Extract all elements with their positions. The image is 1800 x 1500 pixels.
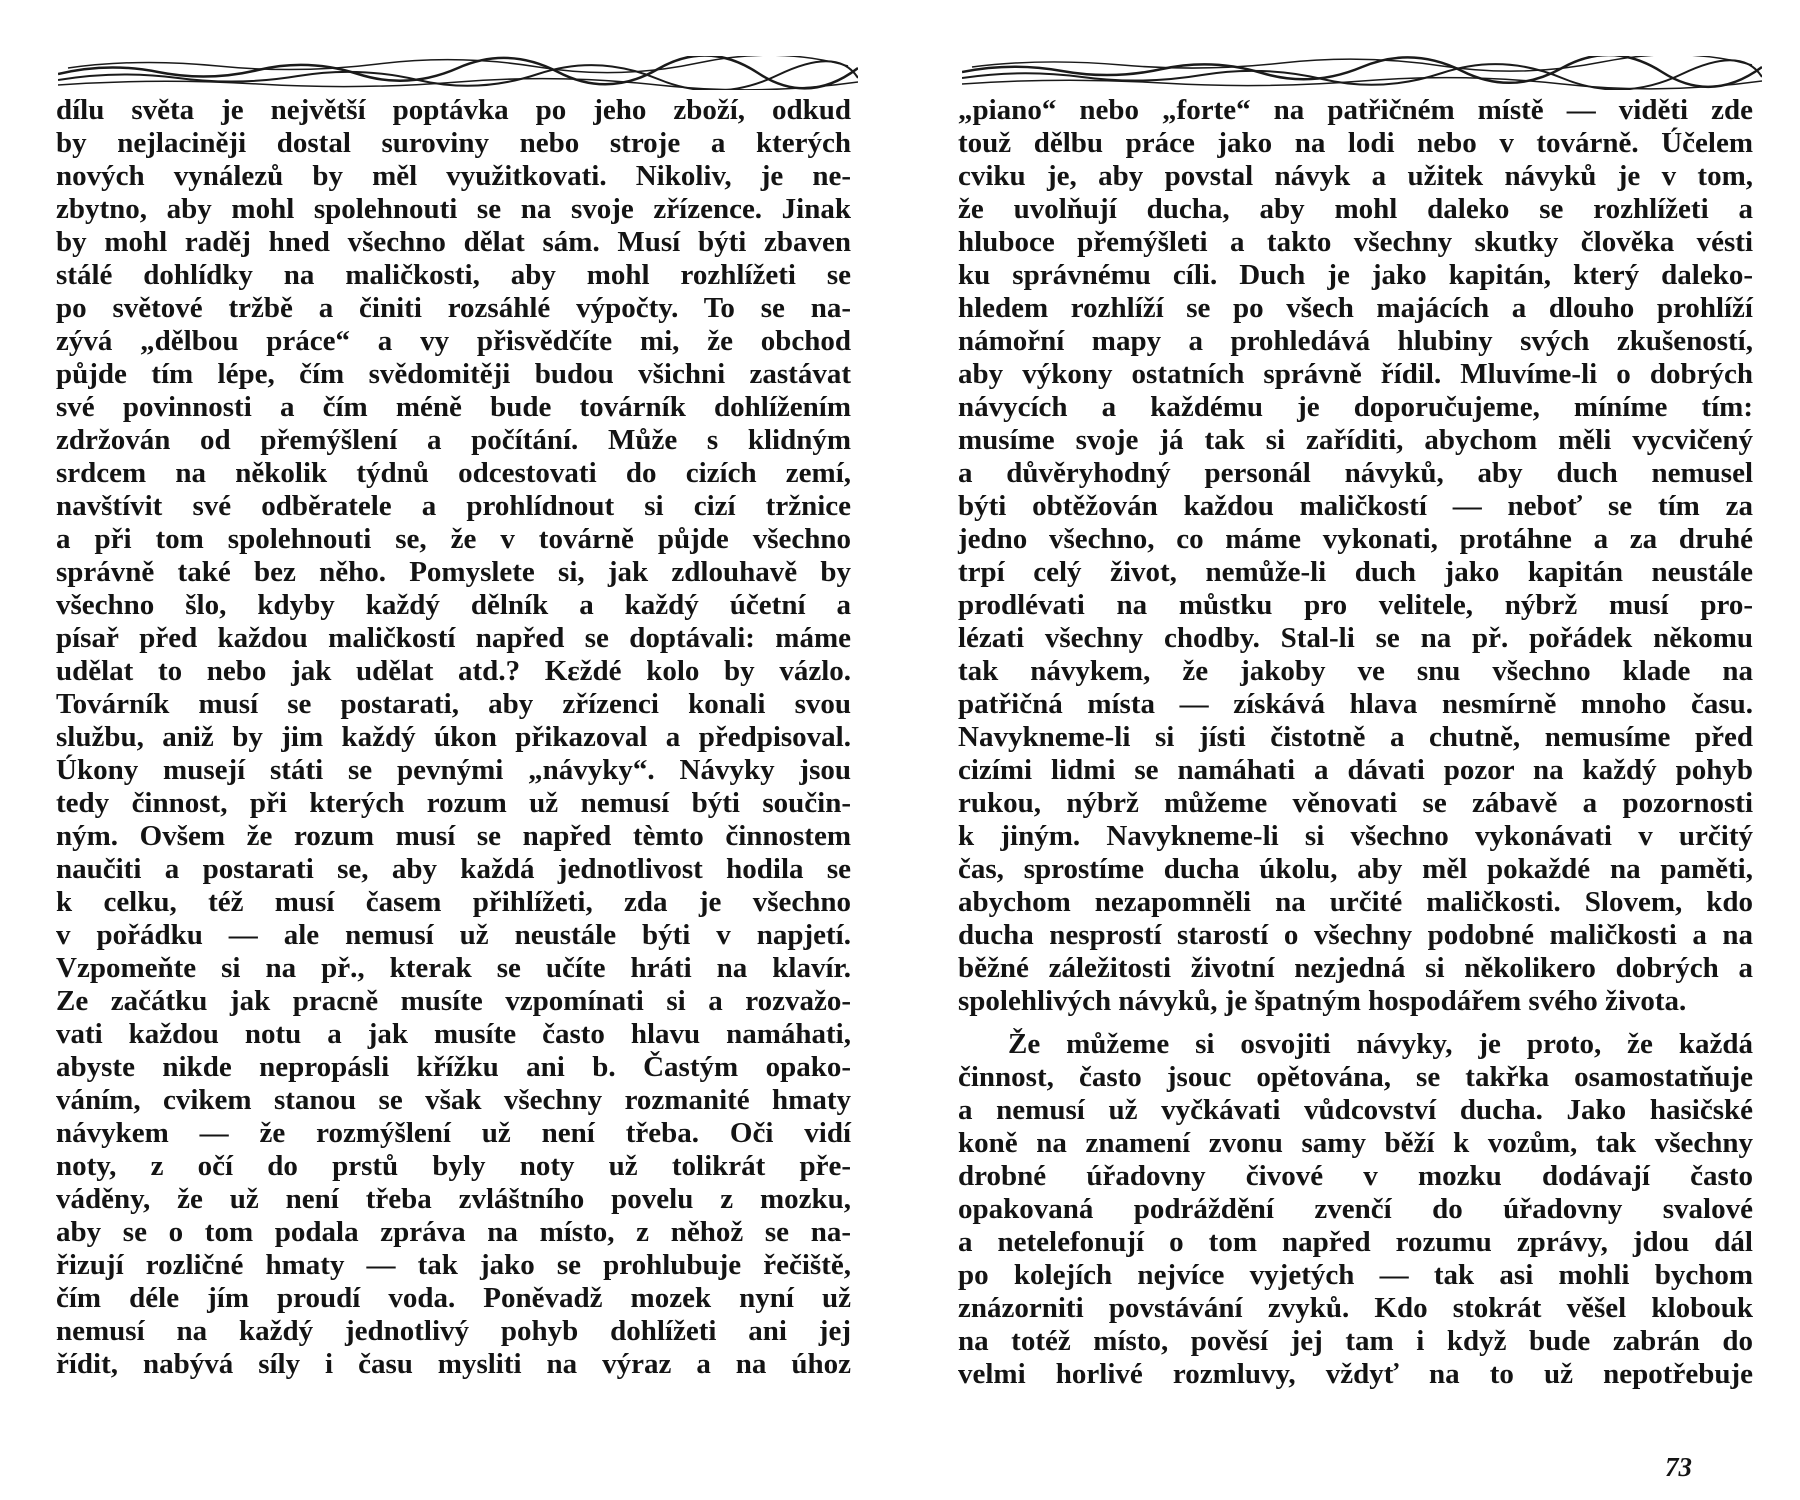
text-line: k celku, též musí časem přihlížeti, zda je všechno [56, 886, 851, 918]
text-line: a při tom spolehnouti se, že v továrně půjde všechno [56, 523, 851, 555]
text-line: trpí celý život, nemůže-li duch jako kapitán neustále [958, 556, 1753, 588]
text-line: Vzpomeňte si na př., kterak se učíte hráti na klavír. [56, 952, 851, 984]
text-line: po kolejích nejvíce vyjetých — tak asi mohli bychom [958, 1259, 1753, 1291]
text-line: rukou, nýbrž můžeme věnovati se zábavě a pozornosti [958, 787, 1753, 819]
text-line: aby výkony ostatních správně řídil. Mluvíme-li o dobrých [958, 358, 1753, 390]
text-line: býti obtěžován každou maličkostí — neboť se tím za [958, 490, 1753, 522]
text-line: cizími lidmi se namáhati a dávati pozor na každý pohyb [958, 754, 1753, 786]
text-line: musíme svoje já tak si zaříditi, abychom měli vycvičený [958, 424, 1753, 456]
text-line: správně také bez něho. Pomyslete si, jak zdlouhavě by [56, 556, 851, 588]
text-line: naučiti a postarati se, aby každá jednotlivost hodila se [56, 853, 851, 885]
text-line: návykem — že rozmýšlení už není třeba. Oči vidí [56, 1117, 851, 1149]
text-line: námořní mapy a prohledává hlubiny svých zkušeností, [958, 325, 1753, 357]
header-ornament [962, 56, 1762, 90]
text-line: udělat to nebo jak udělat atd.? Kεždé kolo by vázlo. [56, 655, 851, 687]
wave-ornament-icon [58, 56, 858, 90]
text-line: nových vynálezů by měl využitkovati. Nikoliv, je ne- [56, 160, 851, 192]
text-line: váním, cvikem stanou se však všechny rozmanité hmaty [56, 1084, 851, 1116]
text-line: srdcem na několik týdnů odcestovati do cizích zemí, [56, 457, 851, 489]
text-line: řídit, nabývá síly i času mysliti na výraz a na úhoz [56, 1348, 851, 1380]
text-line: cviku je, aby povstal návyk a užitek návyků je v tom, [958, 160, 1753, 192]
text-line: a netelefonují o tom napřed rozumu zprávy, jdou dál [958, 1226, 1753, 1258]
text-line: touž dělbu práce jako na lodi nebo v továrně. Účelem [958, 127, 1753, 159]
text-line: patřičná místa — získává hlava nesmírně mnoho času. [958, 688, 1753, 720]
text-line: prodlévati na můstku pro velitele, nýbrž musí pro- [958, 589, 1753, 621]
text-line: po světové tržbě a činiti rozsáhlé výpočty. To se na- [56, 292, 851, 324]
text-line: řizují rozličné hmaty — tak jako se prohlubuje řečiště, [56, 1249, 851, 1281]
text-line: zbytno, aby mohl spolehnouti se na svoje zřízence. Jinak [56, 193, 851, 225]
text-line: návycích a každému je doporučujeme, míníme tím: [958, 391, 1753, 423]
text-line: navštívit své odběratele a prohlídnout si cizí tržnice [56, 490, 851, 522]
text-line: tak návykem, že jakoby ve snu všechno klade na [958, 655, 1753, 687]
text-line: Navykneme-li si jísti čistotně a chutně, nemusíme před [958, 721, 1753, 753]
text-line: aby se o tom podala zpráva na místo, z něhož se na- [56, 1216, 851, 1248]
text-line: by mohl raděj hned všechno dělat sám. Musí býti zbaven [56, 226, 851, 258]
left-page-text [56, 94, 851, 1381]
text-line: ku správnému cíli. Duch je jako kapitán, který daleko- [958, 259, 1753, 291]
text-line: koně na znamení zvonu samy běží k vozům, tak všechny [958, 1127, 1753, 1159]
text-line: Ze začátku jak pracně musíte vzpomínati si a rozvažo- [56, 985, 851, 1017]
text-line: noty, z očí do prstů byly noty už tolikrát pře- [56, 1150, 851, 1182]
text-line: „piano“ nebo „forte“ na patřičném místě — viděti zde [958, 94, 1753, 126]
right-page-text [958, 94, 1753, 1391]
text-line: Továrník musí se postarati, aby zřízenci konali svou [56, 688, 851, 720]
text-line: všechno šlo, kdyby každý dělník a každý účetní a [56, 589, 851, 621]
text-line: běžné záležitosti životní nezjedná si několikero dobrých a [958, 952, 1753, 984]
text-line: na totéž místo, pověsí jej tam i když bude zabrán do [958, 1325, 1753, 1357]
text-line: službu, aniž by jim každý úkon přikazoval a předpisoval. [56, 721, 851, 753]
text-line: ným. Ovšem že rozum musí se napřed tèmto činnostem [56, 820, 851, 852]
text-line: drobné úřadovny čivové v mozku dodávají často [958, 1160, 1753, 1192]
paragraph [958, 1028, 1753, 1391]
text-line: abychom nezapomněli na určité maličkosti. Slovem, kdo [958, 886, 1753, 918]
text-line: a důvěryhodný personál návyků, aby duch nemusel [958, 457, 1753, 489]
text-line: váděny, že už není třeba zvláštního povelu z mozku, [56, 1183, 851, 1215]
text-line: opakovaná podráždění zvenčí do úřadovny svalové [958, 1193, 1753, 1225]
text-line: své povinnosti a čím méně bude továrník dohlížením [56, 391, 851, 423]
text-line: nemusí na každý jednotlivý pohyb dohlížeti ani jej [56, 1315, 851, 1347]
text-line: půjde tím lépe, čím svědomitěji budou všichni zastávat [56, 358, 851, 390]
text-line: stálé dohlídky na maličkosti, aby mohl rozhlížeti se [56, 259, 851, 291]
text-line: tedy činnost, při kterých rozum už nemusí býti součin- [56, 787, 851, 819]
text-line: hluboce přemýšleti a takto všechny skutky člověka vésti [958, 226, 1753, 258]
text-line: zývá „dělbou práce“ a vy přisvědčíte mi, že obchod [56, 325, 851, 357]
right-page [900, 0, 1800, 1500]
wave-ornament-icon [962, 56, 1762, 90]
text-line: by nejlaciněji dostal suroviny nebo stroje a kterých [56, 127, 851, 159]
paragraph-gap [958, 1018, 1753, 1028]
text-line: dílu světa je největší poptávka po jeho zboží, odkud [56, 94, 851, 126]
text-line: činnost, často jsouc opětována, se takřka osamostatňuje [958, 1061, 1753, 1093]
text-line: čas, sprostíme ducha úkolu, aby měl pokaždé na paměti, [958, 853, 1753, 885]
header-ornament [58, 56, 858, 90]
text-line: abyste nikde nepropásli křížku ani b. Častým opako- [56, 1051, 851, 1083]
page-number: 73 [1665, 1452, 1692, 1482]
text-line: Že můžeme si osvojiti návyky, je proto, že každá [1008, 1028, 1753, 1060]
text-line: ducha nesprostí starostí o všechny podobné maličkosti a na [958, 919, 1753, 951]
text-line: čím déle jím proudí voda. Poněvadž mozek nyní už [56, 1282, 851, 1314]
text-line: že uvolňují ducha, aby mohl daleko se rozhlížeti a [958, 193, 1753, 225]
text-line: lézati všechny chodby. Stal-li se na př. pořádek někomu [958, 622, 1753, 654]
text-line: znázorniti povstávání zvyků. Kdo stokrát věšel klobouk [958, 1292, 1753, 1324]
text-line: vati každou notu a jak musíte často hlavu namáhati, [56, 1018, 851, 1050]
text-line: hledem rozhlíží se po všech majácích a dlouho prohlíží [958, 292, 1753, 324]
text-line: zdržován od přemýšlení a počítání. Může s klidným [56, 424, 851, 456]
text-line: k jiným. Navykneme-li si všechno vykonávati v určitý [958, 820, 1753, 852]
text-line: spolehlivých návyků, je špatným hospodářem svého života. [958, 985, 1687, 1017]
text-line: jedno všechno, co máme vykonati, protáhne a za druhé [958, 523, 1753, 555]
text-line: velmi horlivé rozmluvy, vždyť na to už nepotřebuje [958, 1358, 1753, 1390]
text-line: v pořádku — ale nemusí už neustále býti v napjetí. [56, 919, 851, 951]
paragraph [958, 94, 1753, 1018]
text-line: písař před každou maličkostí napřed se doptávali: máme [56, 622, 851, 654]
text-line: a nemusí už vyčkávati vůdcovství ducha. Jako hasičské [958, 1094, 1753, 1126]
text-line: Úkony musejí státi se pevnými „návyky“. Návyky jsou [56, 754, 851, 786]
